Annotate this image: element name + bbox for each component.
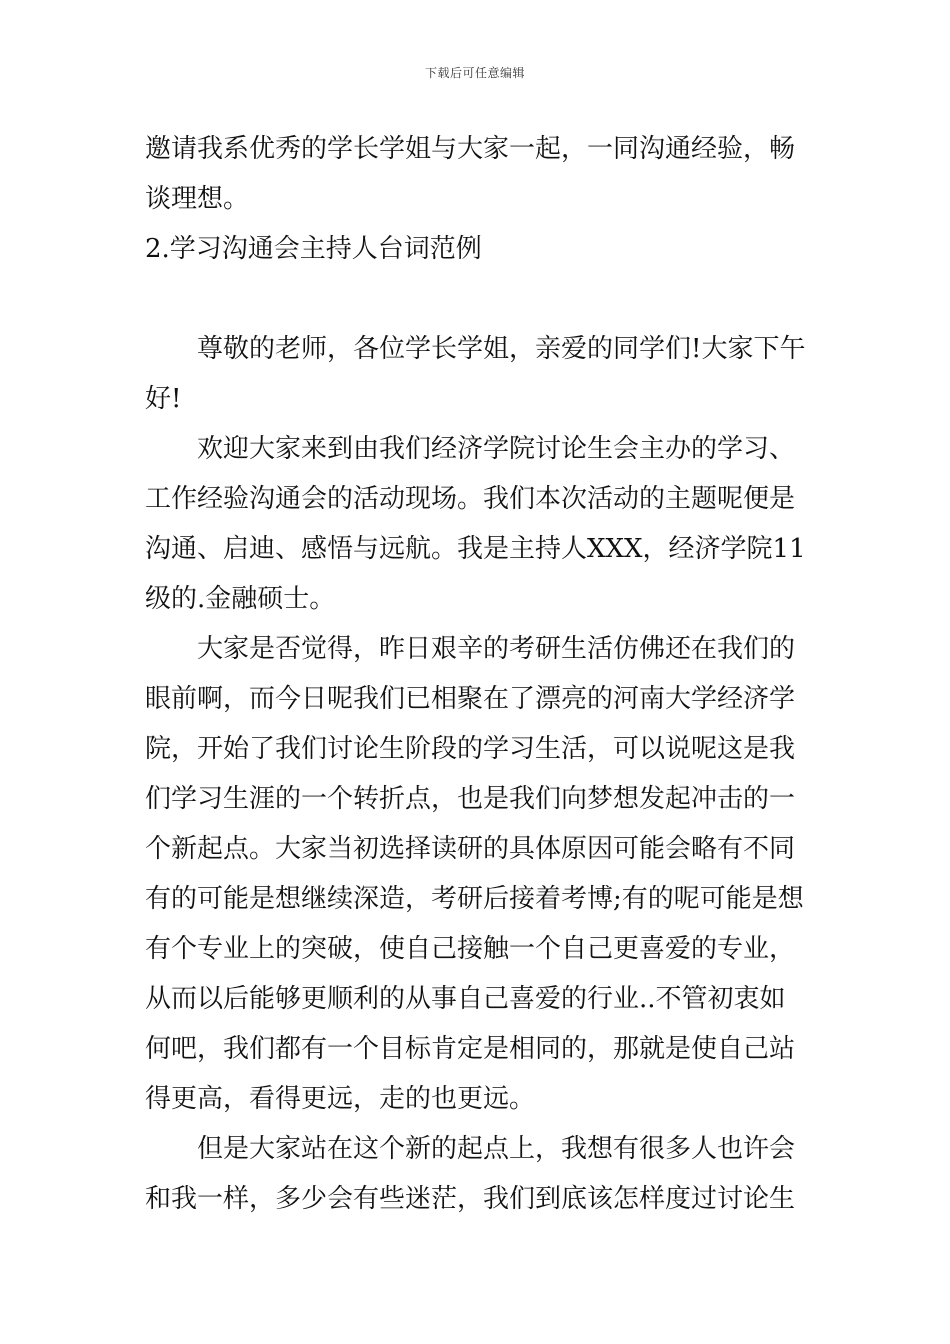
text-line: 们学习生涯的一个转折点，也是我们向梦想发起冲击的一 bbox=[145, 784, 796, 814]
text-line: 和我一样，多少会有些迷茫，我们到底该怎样度过讨论生 bbox=[145, 1184, 796, 1214]
page-header: 下载后可任意编辑 bbox=[424, 66, 525, 80]
text-line: 级的.金融硕士。 bbox=[145, 584, 336, 614]
text-line: 院，开始了我们讨论生阶段的学习生活，可以说呢这是我 bbox=[145, 734, 796, 764]
text-line: 但是大家站在这个新的起点上，我想有很多人也许会 bbox=[197, 1134, 796, 1164]
text-line: 得更高，看得更远，走的也更远。 bbox=[145, 1084, 536, 1114]
text-line: 沟通、启迪、感悟与远航。我是主持人XXX，经济学院11 bbox=[145, 534, 806, 564]
text-line: 有个专业上的突破，使自己接触一个自己更喜爱的专业， bbox=[145, 934, 796, 964]
text-line: 欢迎大家来到由我们经济学院讨论生会主办的学习、 bbox=[197, 434, 796, 464]
text-line: 工作经验沟通会的活动现场。我们本次活动的主题呢便是 bbox=[145, 484, 796, 514]
text-line: 何吧，我们都有一个目标肯定是相同的，那就是使自己站 bbox=[145, 1034, 796, 1064]
text-line: 有的可能是想继续深造，考研后接着考博;有的呢可能是想 bbox=[145, 884, 804, 914]
text-line: 从而以后能够更顺利的从事自己喜爱的行业..不管初衷如 bbox=[145, 984, 786, 1014]
text-line: 邀请我系优秀的学长学姐与大家一起，一同沟通经验，畅 bbox=[145, 134, 796, 164]
text-line: 眼前啊，而今日呢我们已相聚在了漂亮的河南大学经济学 bbox=[145, 684, 796, 714]
blank-line bbox=[145, 274, 807, 324]
text-line: 谈理想。 bbox=[145, 184, 250, 214]
section-heading: 2.学习沟通会主持人台词范例 bbox=[145, 234, 482, 264]
text-line: 个新起点。大家当初选择读研的具体原因可能会略有不同 bbox=[145, 834, 796, 864]
text-line: 大家是否觉得，昨日艰辛的考研生活仿佛还在我们的 bbox=[197, 634, 796, 664]
document-body bbox=[145, 124, 807, 1224]
text-line: 好! bbox=[145, 384, 182, 414]
text-line: 尊敬的老师，各位学长学姐，亲爱的同学们!大家下午 bbox=[197, 334, 806, 364]
